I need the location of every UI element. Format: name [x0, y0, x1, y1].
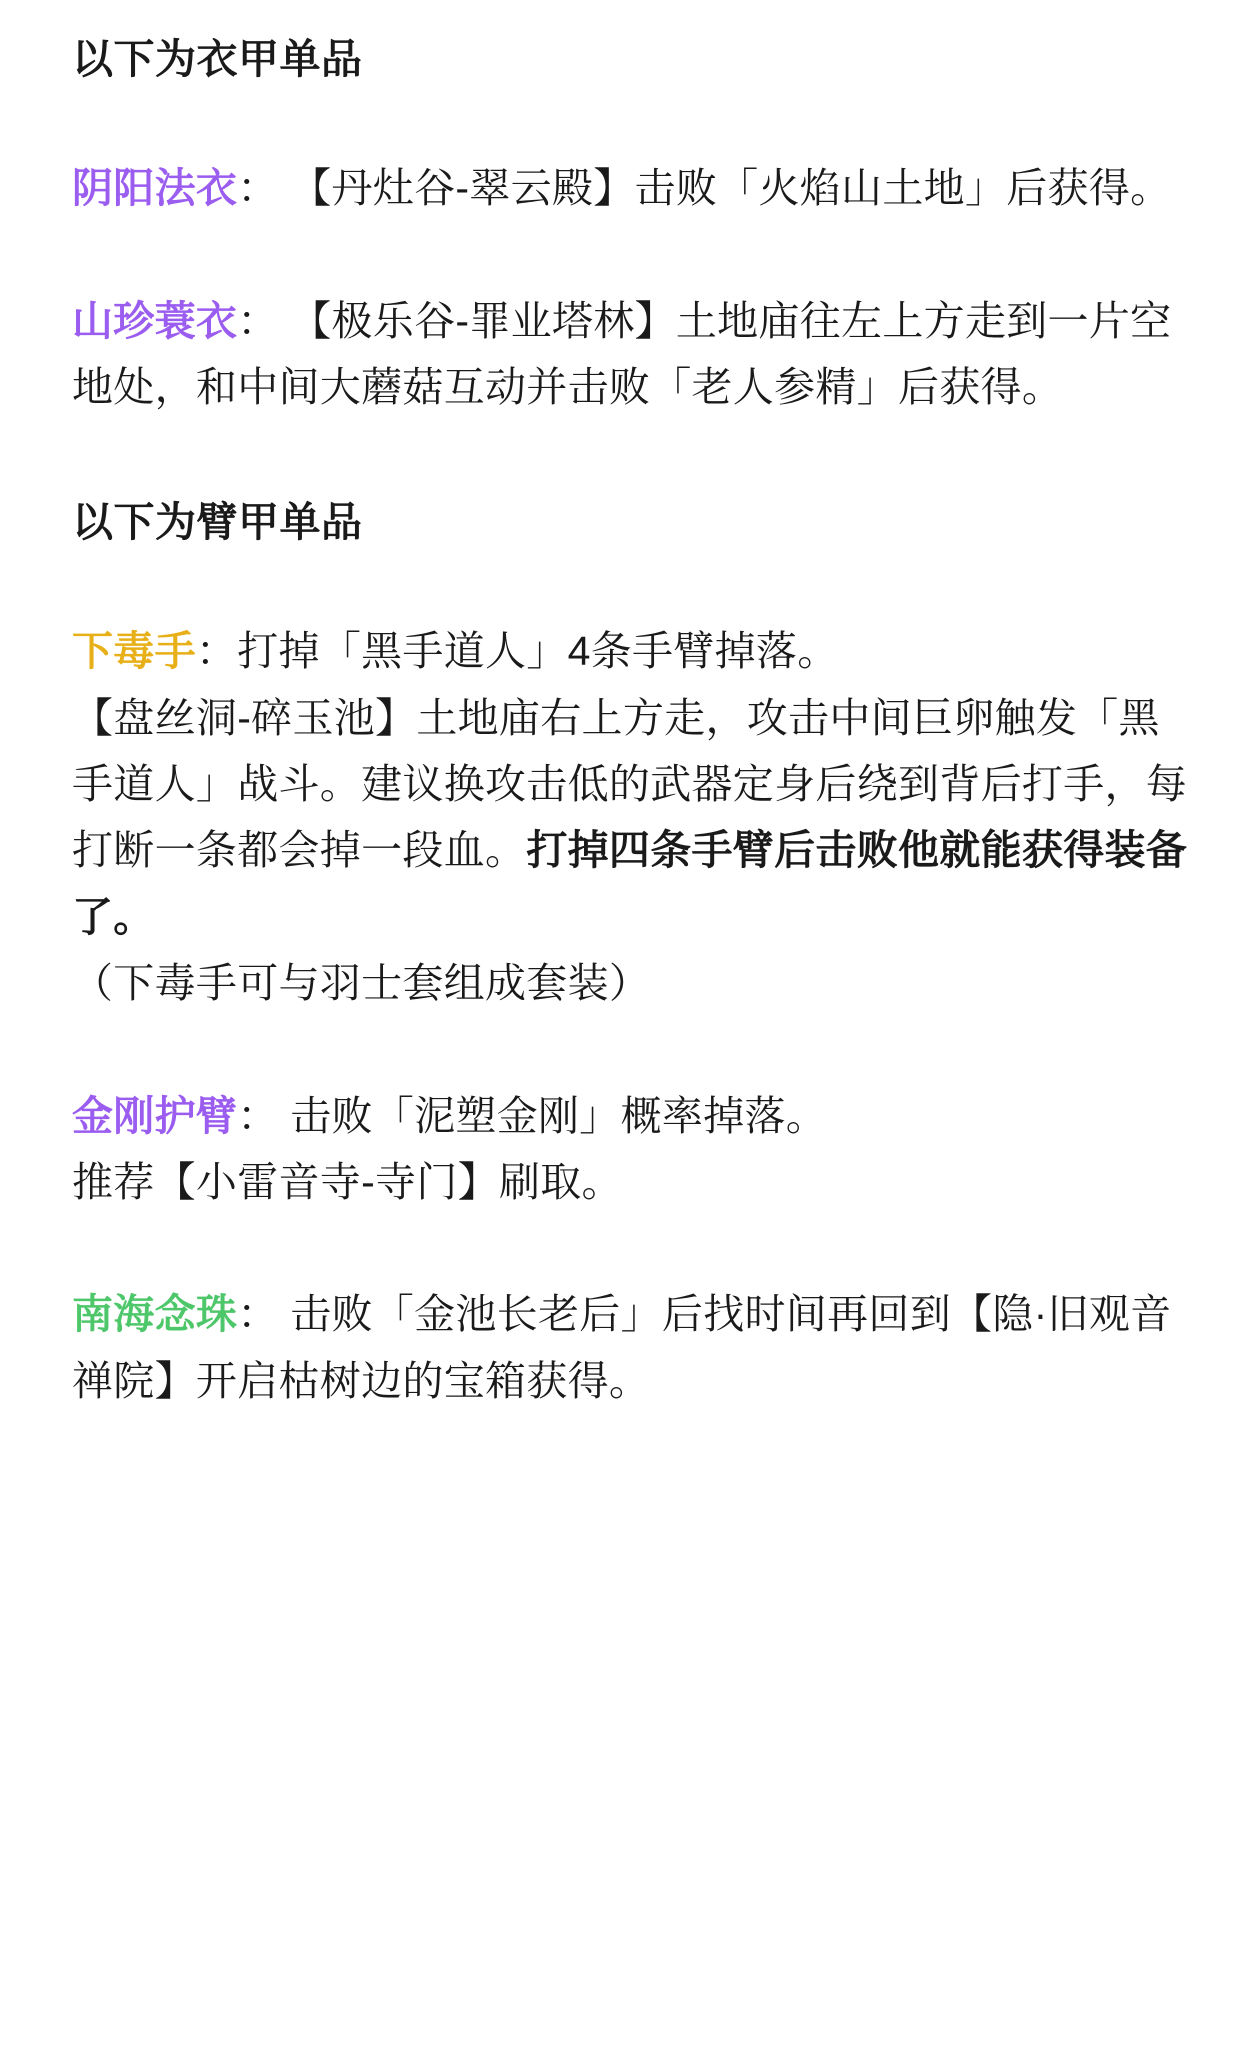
entry-note-line: （下毒手可与羽士套组成套装） — [72, 960, 651, 1007]
entry-xiadushou — [72, 618, 1192, 1016]
item-description: 击败「金池长老后」后找时间再回到【隐·旧观音禅院】开启枯树边的宝箱获得。 — [72, 1291, 1172, 1404]
entry-detail-emphasis: 打掉四条手臂后击败他就能获得装备了。 — [72, 827, 1188, 940]
section-bracers — [72, 493, 1192, 552]
item-description: 【丹灶谷-翠云殿】击败「火焰山土地」后获得。 — [278, 165, 1172, 212]
spacer-4 — [72, 552, 1192, 618]
item-name-nanhainianzhu: 南海念珠 — [72, 1291, 238, 1338]
spacer-1 — [72, 89, 1192, 155]
spacer-5 — [72, 1017, 1192, 1083]
entry-jinganghubi — [72, 1083, 1192, 1216]
spacer-3 — [72, 421, 1192, 493]
item-separator: ： — [237, 297, 279, 344]
item-separator: ： — [237, 165, 279, 212]
entry-yinyangfayi — [72, 155, 1192, 221]
item-separator: ： — [237, 1291, 279, 1338]
item-description: 【极乐谷-罪业塔林】土地庙往左上方走到一片空地处，和中间大蘑菇互动并击败「老人参精」后获得。 — [72, 297, 1172, 411]
item-name-shanzhensuoyi: 山珍蓑衣 — [72, 297, 238, 344]
entry-nanhainianzhu — [72, 1281, 1192, 1414]
item-description: 击败「泥塑金刚」概率掉落。 — [278, 1092, 828, 1139]
section-armor — [72, 30, 1192, 89]
spacer-2 — [72, 222, 1192, 288]
item-description: 打掉「黑手道人」4条手臂掉落。 — [237, 628, 839, 675]
section-heading-armor: 以下为衣甲单品 — [72, 36, 363, 82]
entry-detail-line: 推荐【小雷音寺-寺门】刷取。 — [72, 1158, 623, 1205]
item-separator: ： — [195, 628, 238, 675]
section-heading-bracers: 以下为臂甲单品 — [72, 498, 363, 545]
item-name-xiadushou: 下毒手 — [72, 628, 196, 675]
spacer-6 — [72, 1215, 1192, 1281]
entry-paragraph — [72, 155, 1192, 221]
entry-paragraph — [72, 618, 1192, 684]
entry-paragraph — [72, 288, 1192, 421]
item-name-yinyangfayi: 阴阳法衣 — [72, 165, 238, 212]
entry-shanzhensuoyi — [72, 288, 1192, 421]
entry-detail-text: 【盘丝洞-碎玉池】土地庙右上方走，攻击中间巨卵触发「黑手道人」战斗。建议换攻击低的武器定身后绕到背后打手，每打断一条都会掉一段血。 — [72, 694, 1188, 874]
item-name-jinganghubi: 金刚护臂 — [72, 1092, 238, 1139]
entry-paragraph — [72, 1083, 1192, 1149]
entry-detail-line — [72, 685, 1192, 951]
item-separator: ： — [237, 1092, 279, 1139]
entry-paragraph — [72, 1281, 1192, 1414]
